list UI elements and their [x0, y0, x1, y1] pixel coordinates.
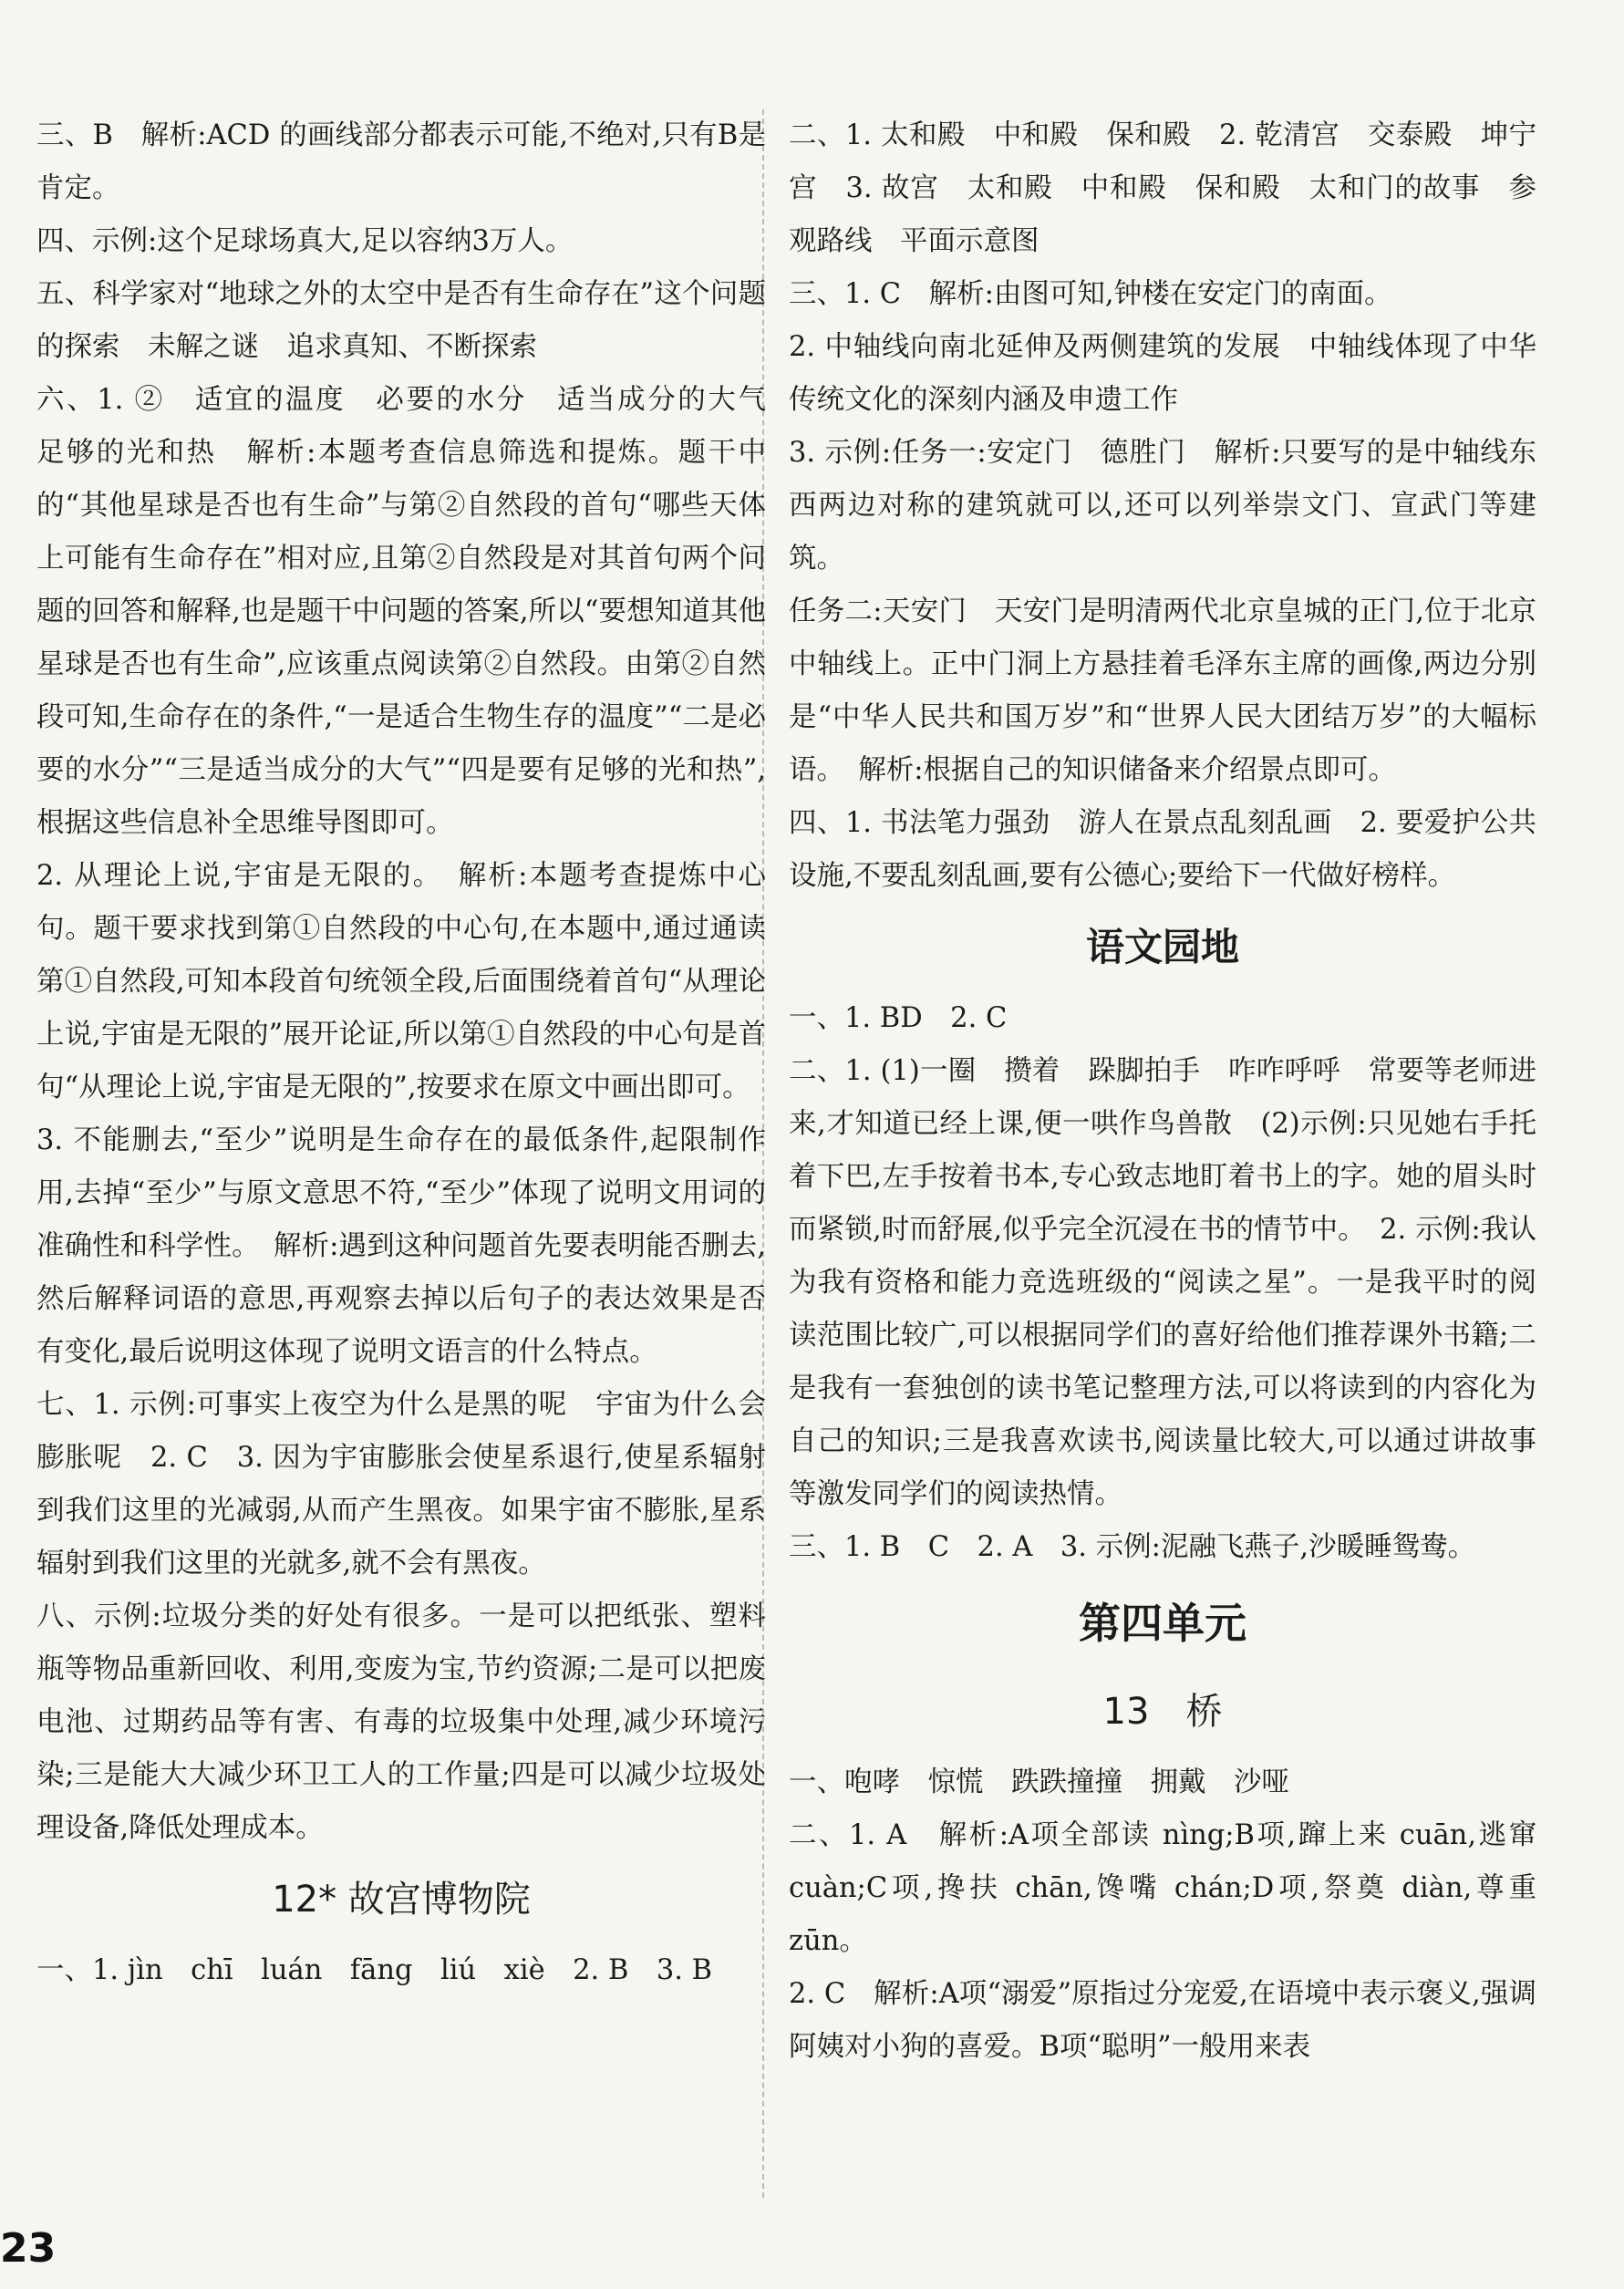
answer-wu: 五、科学家对“地球之外的太空中是否有生命存在”这个问题的探索 未解之谜 追求真知、不断探索	[36, 278, 766, 363]
answer-san-2: 2. 中轴线向南北延伸及两侧建筑的发展 中轴线体现了中华传统文化的深刻内涵及申遗工作	[789, 331, 1536, 416]
answer-palace-1: 一、1. jìn chī luán fāng liú xiè 2. B 3. B	[36, 1954, 713, 1986]
answer-er: 二、1. 太和殿 中和殿 保和殿 2. 乾清宫 交泰殿 坤宁宫 3. 故宫 太和殿 中和殿 保和殿 太和门的故事 参观路线 平面示意图	[789, 119, 1536, 257]
answer-bridge-2: 二、1. A 解析:A项全部读 nìng;B项,蹿上来 cuān,逃窜 cuàn;C项,搀扶 chān,馋嘴 chán;D项,祭奠 diàn,尊重 zūn。	[789, 1819, 1536, 1957]
answer-san-1: 三、1. C 解析:由图可知,钟楼在安定门的南面。	[789, 278, 1392, 310]
answer-task-2: 任务二:天安门 天安门是明清两代北京皇城的正门,位于北京中轴线上。正中门洞上方悬挂着毛泽东主席的画像,两边分别是“中华人民共和国万岁”和“世界人民大团结万岁”的大幅标语。 解析:根据自己的知识储备来介绍景点即可。	[789, 596, 1536, 786]
section-title-yuwen-yuandi: 语文园地	[1085, 925, 1239, 969]
left-column	[36, 109, 794, 1997]
answer-liu-3: 3. 不能删去,“至少”说明是生命存在的最低条件,起限制作用,去掉“至少”与原文意思不符,“至少”体现了说明文用词的准确性和科学性。 解析:遇到这种问题首先要表明能否删去,然后解释词语的意思,再观察去掉以后句子的表达效果是否有变化,最后说明这体现了说明文语言的什么特点。	[36, 1124, 766, 1368]
unit-title: 第四单元	[1079, 1599, 1246, 1648]
answer-yd-2: 二、1. (1)一圈 攒着 跺脚拍手 咋咋呼呼 常要等老师进来,才知道已经上课,便一哄作鸟兽散 (2)示例:只见她右手托着下巴,左手按着书本,专心致志地盯着书上的字。她的眉头时而紧锁,时而舒展,似乎完全沉浸在书的情节中。 2. 示例:我认为我有资格和能力竞选班级的“阅读之星”。一是我平时的阅读范围比较广,可以根据同学们的喜好给他们推荐课外书籍;二是我有一套独创的读书笔记整理方法,可以将读到的内容化为自己的知识;三是我喜欢读书,阅读量比较大,可以通过讲故事等激发同学们的阅读热情。	[789, 1055, 1536, 1510]
answer-qi: 七、1. 示例:可事实上夜空为什么是黑的呢 宇宙为什么会膨胀呢 2. C 3. 因为宇宙膨胀会使星系退行,使星系辐射到我们这里的光减弱,从而产生黑夜。如果宇宙不膨胀,星系辐射到我们这里的光就多,就不会有黑夜。	[36, 1389, 766, 1580]
section-title-palace-museum: 12* 故宫博物院	[272, 1879, 531, 1921]
lesson-title-bridge: 13 桥	[1102, 1691, 1223, 1733]
answer-yd-3: 三、1. B C 2. A 3. 示例:泥融飞燕子,沙暖睡鸳鸯。	[789, 1531, 1476, 1563]
answer-si-palace: 四、1. 书法笔力强劲 游人在景点乱刻乱画 2. 要爱护公共设施,不要乱刻乱画,要有公德心;要给下一代做好榜样。	[789, 807, 1536, 892]
answer-si: 四、示例:这个足球场真大,足以容纳3万人。	[36, 225, 574, 257]
right-column	[789, 109, 1536, 2074]
page-number: 23	[0, 2225, 57, 2272]
answer-yd-1: 一、1. BD 2. C	[789, 1002, 1008, 1034]
answer-san: 三、B 解析:ACD 的画线部分都表示可能,不绝对,只有B是肯定。	[36, 119, 766, 204]
answer-liu-2: 2. 从理论上说,宇宙是无限的。 解析:本题考查提炼中心句。题干要求找到第①自然段的中心句,在本题中,通过通读第①自然段,可知本段首句统领全段,后面围绕着首句“从理论上说,宇宙是无限的”展开论证,所以第①自然段的中心句是首句“从理论上说,宇宙是无限的”,按要求在原文中画出即可。	[36, 860, 766, 1103]
answer-ba: 八、示例:垃圾分类的好处有很多。一是可以把纸张、塑料瓶等物品重新回收、利用,变废为宝,节约资源;二是可以把废电池、过期药品等有害、有毒的垃圾集中处理,减少环境污染;三是能大大减少环卫工人的工作量;四是可以减少垃圾处理设备,降低处理成本。	[36, 1600, 766, 1844]
answer-bridge-1: 一、咆哮 惊慌 跌跌撞撞 拥戴 沙哑	[789, 1766, 1289, 1798]
answer-san-3: 3. 示例:任务一:安定门 德胜门 解析:只要写的是中轴线东西两边对称的建筑就可以,还可以列举崇文门、宣武门等建筑。	[789, 437, 1536, 575]
answer-bridge-3: 2. C 解析:A项“溺爱”原指过分宠爱,在语境中表示褒义,强调阿姨对小狗的喜爱。B项“聪明”一般用来表	[789, 1978, 1536, 2063]
answer-liu-1: 六、1. ② 适宜的温度 必要的水分 适当成分的大气 足够的光和热 解析:本题考查信息筛选和提炼。题干中的“其他星球是否也有生命”与第②自然段的首句“哪些天体上可能有生命存在”相对应,且第②自然段是对其首句两个问题的回答和解释,也是题干中问题的答案,所以“要想知道其他星球是否也有生命”,应该重点阅读第②自然段。由第②自然段可知,生命存在的条件,“一是适合生物生存的温度”“二是必要的水分”“三是适当成分的大气”“四是要有足够的光和热”,根据这些信息补全思维导图即可。	[36, 384, 794, 839]
